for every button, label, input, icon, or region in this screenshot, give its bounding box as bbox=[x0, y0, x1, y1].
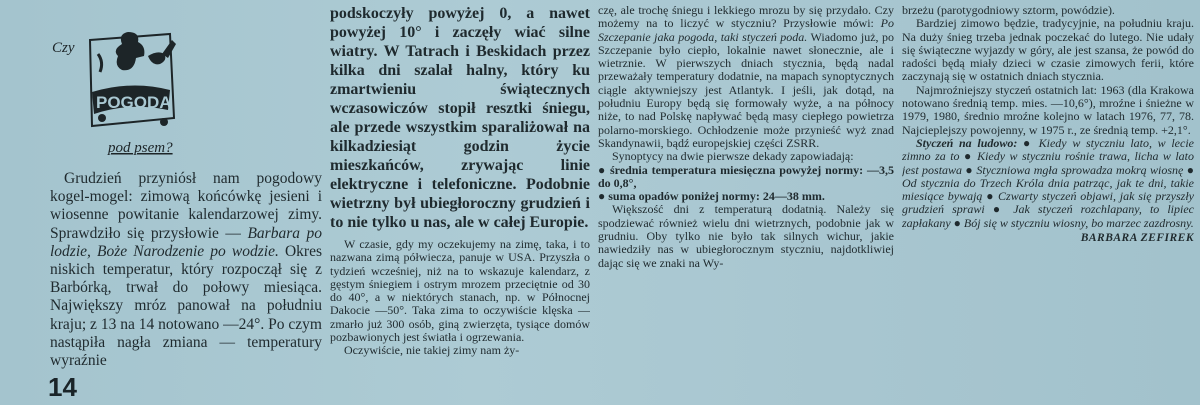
article-paragraph: Bardziej zimowo będzie, tradycyjnie, na południu kraju. Na duży śnieg trzeba jednak poczekać do lutego. Nie udały się świąteczne wyjazdy w góry, ale jest szansa, że powód do radości będą miały dzieci w czasie zimowych ferii, które zaczynają się w ostatnich dniach stycznia. bbox=[902, 16, 1194, 84]
proverbs-text: ● Kiedy w styczniu lato, w lecie zimno za to ● Kiedy w styczniu rośnie trawa, licha w lato jest postawa ● Styczniowa mgła sprowadza mokrą wiosnę ● Od stycznia do Trzech Króla dnia patrząc, jak te dni, takie miesiące bywają ● Czwarty styczeń objawi, jak się przyszły grudzień sprawi ● Jak styczeń rozchlapany, to lipiec zapłakany ● Bój się w styczniu wiosny, bo marzec zazdrosny. bbox=[902, 135, 1194, 230]
proverb-text: Barbara po lodzie, Boże Narodzenie po wodzie. bbox=[50, 224, 322, 260]
article-column-3 bbox=[598, 4, 894, 270]
article-column-2 bbox=[330, 4, 590, 358]
paragraph-text: Okres niskich temperatur, który rozpoczął się z Barbórką, trwał do połowy miesiąca. Największy mróz panował na południu kraju; z 13 na 14 notowano —24°. Po czym nastąpiła nagła zmiana — temperatury wyraźnie bbox=[50, 242, 322, 370]
article-paragraph: Większość dni z temperaturą dodatnią. Należy się spodziewać również wielu dni wietrznych, podobnie jak w grudniu. Oby tylko nie było tak silnych wichur, jakie nawiedziły nas w ubiegłorocznym styczniu, najdotkliwiej dając się we znaki na Wy- bbox=[598, 202, 894, 270]
author-byline: BARBARA ZEFIREK bbox=[1080, 232, 1194, 245]
proverbs-paragraph bbox=[902, 137, 1194, 230]
forecast-item: ● średnia temperatura miesięczna powyżej normy: —3,5 do 0,8°, bbox=[598, 162, 894, 190]
article-paragraph: Oczywiście, nie takiej zimy nam ży- bbox=[344, 343, 520, 358]
page-number: 14 bbox=[48, 372, 77, 402]
proverbs-label: Styczeń na ludowo: bbox=[916, 135, 1018, 150]
dog-weather-logo bbox=[52, 18, 187, 158]
article-paragraph: podskoczyły powyżej 0, a nawet powyżej 10° i zaczęły wiać silne wiatry. W Tatrach i Beskidach przez kilka dni szalał halny, który ku zmartwieniu świątecznych wczasowiczów stopił resztki śniegu, ale przede wszystkim sparaliżował na kilkadziesiąt godzin życie mieszkańców, zrywając linie elektryczne i telefoniczne. Podobnie wietrzny był ubiegłoroczny grudzień i to nie tylko u nas, ale w całej Europie. bbox=[330, 5, 590, 231]
article-subsection bbox=[330, 238, 590, 358]
article-paragraph: W czasie, gdy my oczekujemy na zimę, taka, i to nazwana zimą półwiecza, panuje w USA. Przyszła o tydzień wcześniej, niż na to wskazuje kalendarz, z gęstym śniegiem i ostrym mrozem przeciętnie od 30 do 40°, a w niektórych stanach, np. w Północnej Dakocie —50°. Taka zima to oczywiście klęska — zmarło już 300 osób, giną zwierzęta, tysiące domów pozbawionych jest światła i ogrzewania. bbox=[330, 237, 590, 345]
article-paragraph: brzeżu (parotygodniowy sztorm, powódzie). bbox=[902, 4, 1115, 17]
paragraph-text: Wiadomo już, po Szczepanie było ciepło, lokalnie nawet słonecznie, ale i wietrznie. W pierwszych dniach stycznia, będą nadal przeważały temperatury dodatnie, na mapach synoptycznych ciągle aktywniejszy jest Atlantyk. I jeśli, jak dotąd, na południu Europy będą się formowały wyże, a na północy niże, to nad Polskę napływać będą masy ciepłego powietrza polarno-morskiego. Ochłodzenie może przynieść wyż znad Skandynawii, bądź europejskiej części ZSRR. bbox=[598, 29, 894, 150]
forecast-item: ● suma opadów poniżej normy: 24—38 mm. bbox=[598, 189, 825, 204]
logo-bottom-text: pod psem? bbox=[108, 140, 173, 156]
logo-main-text: POGODA bbox=[96, 93, 172, 112]
logo-top-text: Czy bbox=[52, 40, 75, 56]
article-paragraph: Synoptycy na dwie pierwsze dekady zapowiadają: bbox=[612, 149, 854, 164]
article-paragraph: Najmroźniejszy styczeń ostatnich lat: 1963 (dla Krakowa notowano średnią temp. mies. —10,6°), mroźne i śnieżne w 1979, 1980, średnio mroźne kolejno w latach 1976, 77, 78. Najcieplejszy powojenny, w 1975 r., ze średnią temp. +2,1°. bbox=[902, 82, 1194, 137]
article-paragraph bbox=[598, 4, 894, 150]
article-paragraph bbox=[50, 170, 322, 370]
article-column-1 bbox=[50, 170, 322, 370]
paragraph-text: Grudzień przyniósł nam pogodowy kogel-mogel: zimową końcówkę jesieni i wiosenne powitanie kalendarzowej zimy. Sprawdziło się przysłowie — bbox=[50, 170, 322, 242]
article-column-4 bbox=[902, 4, 1194, 245]
paragraph-text: czę, ale trochę śniegu i lekkiego mrozu by się przydało. Czy możemy na to liczyć w styczniu? Przysłowie mówi: bbox=[598, 4, 894, 31]
proverb-text: Po Szczepanie jaka pogoda, taki styczeń poda. bbox=[598, 16, 894, 44]
